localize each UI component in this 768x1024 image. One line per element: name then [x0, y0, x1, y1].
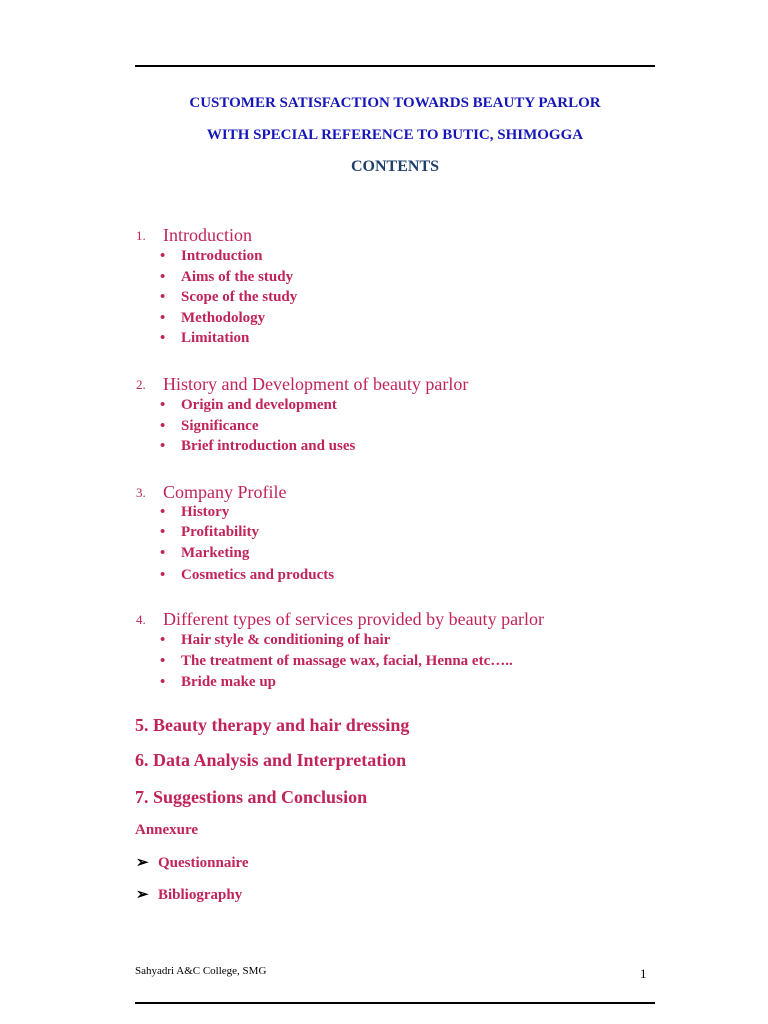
list-item: • Marketing [160, 545, 250, 561]
bullet-icon: • [160, 418, 166, 434]
section-number: 3. [136, 485, 146, 500]
bullet-icon: • [160, 248, 166, 264]
bottom-rule [135, 1002, 655, 1004]
bullet-icon: • [160, 674, 166, 690]
section-title: Different types of services provided by beauty parlor [163, 609, 545, 629]
list-item: • History [160, 504, 230, 520]
footer-page-number: 1 [640, 966, 647, 981]
section-title: Company Profile [163, 482, 287, 502]
list-item: • Significance [160, 418, 259, 434]
bullet-icon: • [160, 567, 166, 583]
bullet-icon: • [160, 330, 166, 346]
section-title: History and Development of beauty parlor [163, 374, 469, 394]
arrow-bullet-icon: ➢ [136, 855, 149, 871]
top-rule [135, 65, 655, 67]
section-number: 4. [136, 612, 146, 627]
bullet-icon: • [160, 397, 166, 413]
chapter-7-heading: 7. Suggestions and Conclusion [135, 787, 368, 807]
list-item: • Aims of the study [160, 269, 294, 285]
bullet-icon: • [160, 289, 166, 305]
annexure-heading: Annexure [135, 822, 199, 838]
annexure-item: ➢ Questionnaire [136, 855, 249, 871]
bullet-icon: • [160, 504, 166, 520]
list-item: • Bride make up [160, 674, 277, 690]
list-item: • Methodology [160, 310, 266, 326]
bullet-icon: • [160, 545, 166, 561]
section-title: Introduction [163, 225, 252, 245]
section-number: 2. [136, 377, 146, 392]
list-item: • Scope of the study [160, 289, 298, 305]
chapter-5-heading: 5. Beauty therapy and hair dressing [135, 715, 410, 735]
bullet-icon: • [160, 438, 166, 454]
list-item: • Origin and development [160, 397, 337, 413]
list-item: • Hair style & conditioning of hair [160, 632, 391, 648]
bullet-icon: • [160, 524, 166, 540]
bullet-icon: • [160, 269, 166, 285]
contents-heading: CONTENTS [350, 158, 440, 175]
list-item: • Introduction [160, 248, 263, 264]
list-item: • Profitability [160, 524, 260, 540]
list-item: • Brief introduction and uses [160, 438, 356, 454]
arrow-bullet-icon: ➢ [136, 887, 149, 903]
document-title-line-2: WITH SPECIAL REFERENCE TO BUTIC, SHIMOGGA [206, 127, 584, 143]
bullet-icon: • [160, 632, 166, 648]
document-title-line-1: CUSTOMER SATISFACTION TOWARDS BEAUTY PARLOR [189, 95, 601, 111]
bullet-icon: • [160, 653, 166, 669]
section-number: 1. [136, 228, 146, 243]
bullet-icon: • [160, 310, 166, 326]
chapter-6-heading: 6. Data Analysis and Interpretation [135, 750, 407, 770]
annexure-item: ➢ Bibliography [136, 887, 243, 903]
list-item: • Limitation [160, 330, 250, 346]
list-item: • The treatment of massage wax, facial, Henna etc….. [160, 653, 513, 669]
footer-college-name: Sahyadri A&C College, SMG [135, 965, 267, 977]
list-item: • Cosmetics and products [160, 567, 335, 583]
